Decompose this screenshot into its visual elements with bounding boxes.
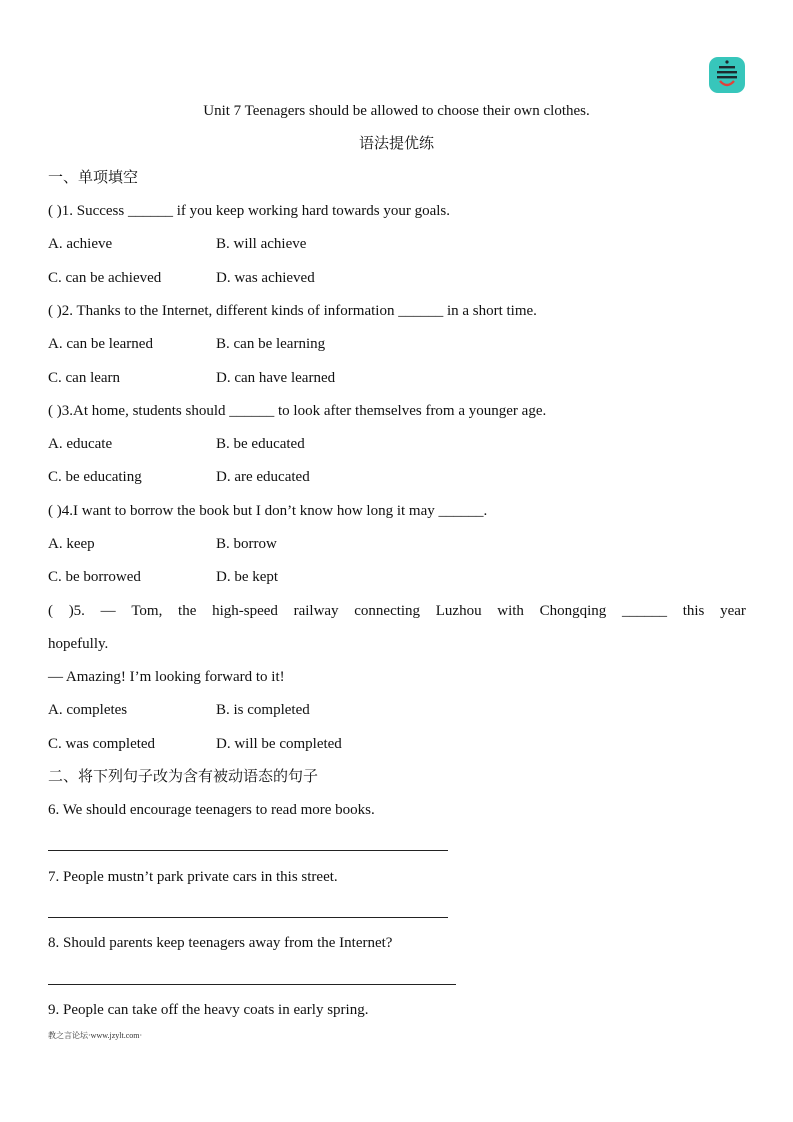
question-2-option-d: D. can have learned <box>216 370 336 386</box>
question-3-option-a: A. educate <box>48 436 113 452</box>
question-4-option-a: A. keep <box>48 536 95 552</box>
q5-word: Tom, <box>131 603 163 619</box>
answer-line-7[interactable] <box>48 917 448 918</box>
page-title: Unit 7 Teenagers should be allowed to choose their own clothes. <box>203 103 590 119</box>
question-1-option-b: B. will achieve <box>216 236 307 252</box>
question-4-option-b: B. borrow <box>216 536 277 552</box>
q5-word: railway <box>293 603 339 619</box>
question-5-option-c: C. was completed <box>48 736 156 752</box>
q5-word: this <box>682 603 705 619</box>
q5-word: — <box>100 603 116 619</box>
question-1-stem: ( )1. Success ______ if you keep working hard towards your goals. <box>48 203 451 219</box>
section-heading-passive-voice: 二、将下列句子改为含有被动语态的句子 <box>48 769 319 785</box>
page-subtitle: 语法提优练 <box>358 136 434 152</box>
question-5-stem-continued: hopefully. <box>48 636 109 652</box>
footer-watermark: 教之言论坛·www.jzylt.com· <box>48 1031 143 1040</box>
q5-word: )5. <box>68 603 85 619</box>
q5-word: the <box>178 603 197 619</box>
rewrite-item-8: 8. Should parents keep teenagers away from the Internet? <box>48 935 393 951</box>
section-heading-multiple-choice: 一、单项填空 <box>48 170 139 186</box>
question-1-option-d: D. was achieved <box>216 270 315 286</box>
question-1-option-a: A. achieve <box>48 236 113 252</box>
question-5-stem <box>48 602 746 620</box>
question-5-option-d: D. will be completed <box>216 736 342 752</box>
rewrite-item-7: 7. People mustn’t park private cars in this street. <box>48 869 338 885</box>
q5-word: year <box>720 603 746 619</box>
q5-word: connecting <box>354 603 421 619</box>
q5-word: Luzhou <box>435 603 482 619</box>
book-logo-icon <box>709 57 745 93</box>
q5-word: ( <box>48 603 53 619</box>
question-3-option-b: B. be educated <box>216 436 305 452</box>
question-3-option-c: C. be educating <box>48 469 142 485</box>
question-4-option-d: D. be kept <box>216 569 279 585</box>
q5-word: with <box>497 603 524 619</box>
question-5-option-a: A. completes <box>48 702 128 718</box>
answer-line-8[interactable] <box>48 984 456 985</box>
question-4-option-c: C. be borrowed <box>48 569 141 585</box>
question-2-option-a: A. can be learned <box>48 336 153 352</box>
rewrite-item-6: 6. We should encourage teenagers to read more books. <box>48 802 375 818</box>
question-2-option-c: C. can learn <box>48 370 121 386</box>
question-1-option-c: C. can be achieved <box>48 270 162 286</box>
question-2-option-b: B. can be learning <box>216 336 326 352</box>
q5-word: high-speed <box>212 603 278 619</box>
rewrite-item-9: 9. People can take off the heavy coats in early spring. <box>48 1002 369 1018</box>
question-3-option-d: D. are educated <box>216 469 310 485</box>
q5-word: ______ <box>622 603 667 619</box>
question-5-option-b: B. is completed <box>216 702 310 718</box>
question-3-stem: ( )3.At home, students should ______ to look after themselves from a younger age. <box>48 403 547 419</box>
answer-line-6[interactable] <box>48 850 448 851</box>
q5-word: Chongqing <box>539 603 607 619</box>
question-5-dialog: — Amazing! I’m looking forward to it! <box>48 669 285 685</box>
question-4-stem: ( )4.I want to borrow the book but I don’t know how long it may ______. <box>48 503 488 519</box>
question-2-stem: ( )2. Thanks to the Internet, different kinds of information ______ in a short time. <box>48 303 537 319</box>
